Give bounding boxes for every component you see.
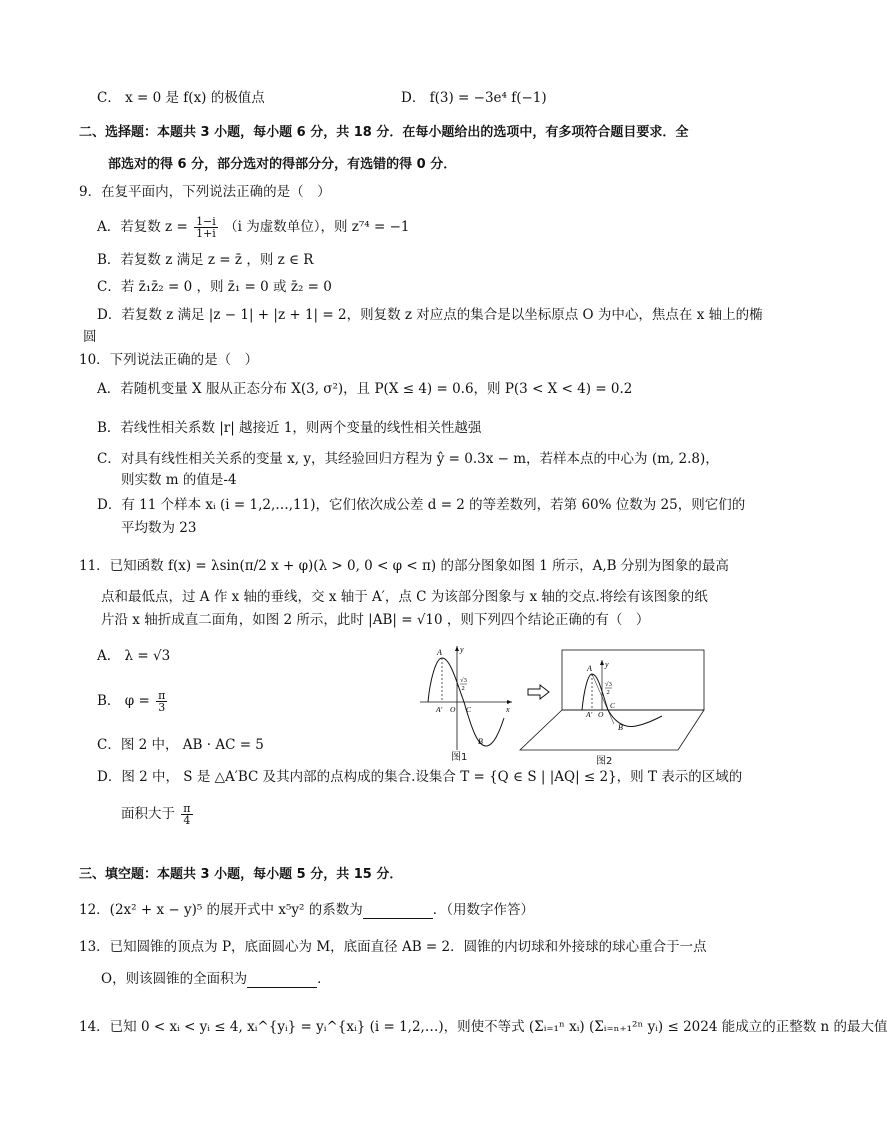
fig2-curve-upper (582, 674, 608, 710)
fig1-label-val-num: √3 (460, 677, 467, 684)
fig1-label-y: y (460, 645, 464, 654)
q9-option-a (97, 216, 409, 239)
q11d2-pre: 面积大于 (121, 806, 175, 822)
fig2-label-A: A (587, 664, 592, 673)
question-11-line2: 点和最低点，过 A 作 x 轴的垂线，交 x 轴于 A′，点 C 为该部分图象与 x 轴的交点.将绘有该图象的纸 (101, 589, 708, 605)
q10-option-d-cont: 平均数为 23 (121, 520, 197, 536)
q11d2-den: 4 (183, 814, 191, 827)
q12-pre: 12．(2x² + x − y)⁵ 的展开式中 x⁵y² 的系数为 (79, 902, 363, 918)
fig1-label-B: B (478, 737, 483, 746)
q11-option-b (97, 690, 169, 713)
fig2-label-y: y (605, 660, 609, 669)
q9a-pre: A．若复数 z = (97, 219, 188, 235)
fig1-label-x: x (506, 705, 510, 714)
section-2-header-cont: 部选对的得 6 分，部分选对的得部分分，有选错的得 0 分． (108, 157, 457, 172)
figure-1 (420, 640, 520, 760)
q9a-post: （i 为虚数单位），则 z⁷⁴ = −1 (224, 219, 410, 235)
fig2-label-C: C (610, 701, 616, 710)
section-2-header: 二、选择题：本题共 3 小题，每小题 6 分，共 18 分．在每小题给出的选项中，有多项符合题目要求．全 (79, 125, 689, 140)
q12-post: ．（用数字作答） (432, 902, 534, 918)
q13-pre: O，则该圆锥的全面积为 (101, 971, 248, 987)
fig1-label-Ap: A′ (436, 705, 443, 714)
option-c-prev: C． x = 0 是 f(x) 的极值点 (97, 90, 265, 106)
q14-sum1: (Σᵢ₌₁ⁿ xᵢ) (528, 1019, 585, 1035)
fig1-y-arrow (455, 646, 459, 651)
fig1-label-O: O (450, 705, 456, 714)
question-10: 10．下列说法正确的是（ ） (79, 352, 259, 368)
q9-option-d: D．若复数 z 满足 |z − 1| + |z + 1| = 2，则复数 z 对应点的集合是以坐标原点 O 为中心，焦点在 x 轴上的椭 (97, 307, 763, 323)
question-13-line2 (101, 970, 331, 988)
q11b-pre: B． φ = (97, 693, 150, 709)
question-9: 9．在复平面内，下列说法正确的是（ ） (79, 184, 331, 200)
q11b-fraction (156, 690, 167, 713)
figure-2-caption: 图2 (596, 756, 613, 767)
q9-option-c: C．若 z̄₁z̄₂ = 0 ，则 z̄₁ = 0 或 z̄₂ = 0 (97, 279, 332, 295)
fig1-label-A: A (437, 648, 442, 657)
q9a-fraction (194, 216, 218, 239)
q10-option-c: C．对具有线性相关关系的变量 x, y，其经验回归方程为 ŷ = 0.3x − m，若样本点的中心为 (m, 2.8)， (97, 451, 719, 467)
q11d2-num: π (183, 802, 191, 815)
q9-option-d-cont: 圆 (83, 329, 97, 345)
fig2-label-B: B (618, 723, 623, 732)
q14-post: ≤ 2024 能成立的正整数 n 的最大值 (667, 1019, 888, 1035)
question-11: 11．已知函数 f(x) = λsin(π/2 x + φ)(λ > 0, 0 < φ < π) 的部分图象如图 1 所示，A,B 分别为图象的最高 (79, 558, 729, 574)
q10-option-d: D．有 11 个样本 xᵢ (i = 1,2,…,11)，它们依次成公差 d = 2 的等差数列，若第 60% 位数为 25，则它们的 (97, 497, 746, 513)
fig2-label-val-num: √3 (605, 681, 612, 688)
fig2-y-arrow (600, 660, 604, 665)
fig2-label-O: O (598, 710, 604, 719)
q9-option-b: B．若复数 z 满足 z = z̄ ，则 z ∈ R (97, 252, 314, 268)
question-11-line3: 片沿 x 轴折成直二面角，如图 2 所示，此时 |AB| = √10 ，则下列四个结论正确的有（ ） (101, 612, 650, 628)
question-12 (79, 901, 534, 919)
fig1-label-val-den: 2 (461, 685, 465, 692)
q14-pre: 14．已知 0 < xᵢ < yᵢ ≤ 4, xᵢ^{yᵢ} = yᵢ^{xᵢ} (i = 1,2,…)，则使不等式 (79, 1019, 525, 1035)
q9a-num: 1−i (196, 215, 216, 228)
figure-1-caption: 图1 (451, 752, 468, 763)
q11-option-d: D．图 2 中， S 是 △A′BC 及其内部的点构成的集合.设集合 T = {Q ∈ S | |AQ| ≤ 2}，则 T 表示的区域的 (97, 769, 743, 785)
q13-answer-blank[interactable] (247, 973, 317, 988)
fig2-curve-lower (608, 710, 662, 726)
fig2-label-val-den: 2 (606, 689, 610, 696)
figure-2 (516, 646, 716, 754)
q13-post: ． (317, 971, 331, 987)
q14-sum2: (Σᵢ₌ₙ₊₁²ⁿ yᵢ) (589, 1019, 664, 1035)
fig2-label-Ap: A′ (586, 710, 593, 719)
q10-option-c-cont: 则实数 m 的值是-4 (121, 472, 237, 488)
section-3-header: 三、填空题：本题共 3 小题，每小题 5 分，共 15 分． (79, 867, 403, 882)
question-14 (79, 1018, 888, 1036)
q11b-den: 3 (158, 701, 166, 714)
q9a-den: 1+i (196, 227, 216, 240)
question-13: 13．已知圆锥的顶点为 P，底面圆心为 M，底面直径 AB = 2．圆锥的内切球和外接球的球心重合于一点 (79, 939, 707, 955)
q11-option-c: C．图 2 中， AB · AC = 5 (97, 737, 264, 753)
q10-option-a: A．若随机变量 X 服从正态分布 X(3, σ²)，且 P(X ≤ 4) = 0.6，则 P(3 < X < 4) = 0.2 (97, 381, 633, 397)
fig1-label-C: C (466, 705, 472, 714)
q11b-num: π (158, 689, 166, 702)
fig1-x-arrow (507, 700, 512, 704)
q10-option-b: B．若线性相关系数 |r| 越接近 1，则两个变量的线性相关性越强 (97, 420, 482, 436)
option-d-prev: D． f(3) = −3e⁴ f(−1) (401, 90, 547, 106)
q12-answer-blank[interactable] (363, 904, 433, 919)
q11-option-d-cont (121, 803, 195, 826)
q11-option-a: A． λ = √3 (97, 648, 171, 664)
q11d2-fraction (181, 803, 192, 826)
